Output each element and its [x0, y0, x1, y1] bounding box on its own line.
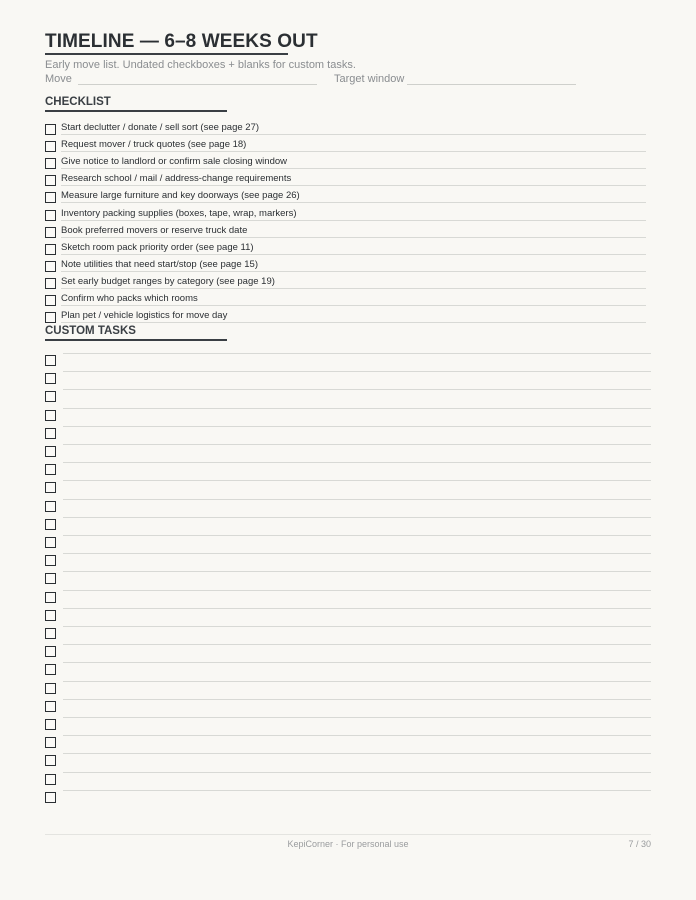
checkbox[interactable] [45, 519, 56, 530]
custom-task-line[interactable] [63, 535, 651, 536]
checklist-item-label: Research school / mail / address-change requirements [61, 173, 295, 184]
checkbox[interactable] [45, 701, 56, 712]
custom-task-line[interactable] [63, 662, 651, 663]
checkbox[interactable] [45, 537, 56, 548]
checkbox[interactable] [45, 295, 56, 306]
custom-task-line[interactable] [63, 699, 651, 700]
checkbox[interactable] [45, 592, 56, 603]
checkbox[interactable] [45, 124, 56, 135]
page-subtitle: Early move list. Undated checkboxes + blanks for custom tasks. [45, 59, 356, 71]
write-in-line [61, 151, 646, 152]
checklist-item [45, 276, 646, 293]
custom-tasks-heading-underline [45, 339, 227, 341]
custom-task-line[interactable] [63, 717, 651, 718]
checkbox[interactable] [45, 573, 56, 584]
checkbox[interactable] [45, 774, 56, 785]
custom-task-line[interactable] [63, 626, 651, 627]
checklist-item-label: Set early budget ranges by category (see page 19) [61, 276, 279, 287]
checklist-item [45, 156, 646, 173]
checklist-item-label: Note utilities that need start/stop (see page 15) [61, 259, 262, 270]
custom-task-line[interactable] [63, 553, 651, 554]
custom-task-line[interactable] [63, 753, 651, 754]
custom-task-line[interactable] [63, 590, 651, 591]
move-label: Move [45, 73, 72, 85]
checklist-heading-underline [45, 110, 227, 112]
checkbox[interactable] [45, 610, 56, 621]
checklist-item [45, 122, 646, 139]
checklist-item-label: Request mover / truck quotes (see page 18) [61, 139, 250, 150]
checkbox[interactable] [45, 391, 56, 402]
write-in-line [61, 254, 646, 255]
checkbox[interactable] [45, 792, 56, 803]
checkbox[interactable] [45, 373, 56, 384]
checkbox[interactable] [45, 175, 56, 186]
title-underline [45, 53, 288, 55]
checkbox[interactable] [45, 737, 56, 748]
checklist-item [45, 242, 646, 259]
write-in-line [61, 288, 646, 289]
custom-task-line[interactable] [63, 353, 651, 354]
checkbox[interactable] [45, 501, 56, 512]
checkbox[interactable] [45, 312, 56, 323]
checkbox[interactable] [45, 482, 56, 493]
checklist-item-label: Sketch room pack priority order (see page 11) [61, 242, 258, 253]
footer-brand: KepiCorner · For personal use [287, 839, 409, 849]
custom-task-line[interactable] [63, 462, 651, 463]
checklist-item-label: Book preferred movers or reserve truck date [61, 225, 251, 236]
checkbox[interactable] [45, 464, 56, 475]
checkbox[interactable] [45, 719, 56, 730]
checklist-item-label: Measure large furniture and key doorways (see page 26) [61, 190, 304, 201]
custom-task-line[interactable] [63, 408, 651, 409]
page-title: TIMELINE — 6–8 WEEKS OUT [45, 31, 318, 52]
checkbox[interactable] [45, 755, 56, 766]
write-in-line [61, 322, 646, 323]
write-in-line [61, 271, 646, 272]
checkbox[interactable] [45, 646, 56, 657]
custom-task-line[interactable] [63, 608, 651, 609]
checklist-item-label: Plan pet / vehicle logistics for move day [61, 310, 231, 321]
checkbox[interactable] [45, 664, 56, 675]
checklist-item [45, 225, 646, 242]
checklist-item [45, 190, 646, 207]
custom-task-line[interactable] [63, 389, 651, 390]
footer-divider [45, 834, 651, 835]
custom-task-line[interactable] [63, 644, 651, 645]
checkbox[interactable] [45, 158, 56, 169]
custom-task-line[interactable] [63, 571, 651, 572]
checkbox[interactable] [45, 227, 56, 238]
checkbox[interactable] [45, 628, 56, 639]
custom-task-line[interactable] [63, 426, 651, 427]
page-number: 7 / 30 [628, 839, 651, 849]
checkbox[interactable] [45, 278, 56, 289]
target-window-label: Target window [334, 73, 405, 85]
checklist-heading: CHECKLIST [45, 96, 111, 108]
checkbox[interactable] [45, 210, 56, 221]
custom-task-line[interactable] [63, 681, 651, 682]
write-in-line [61, 134, 646, 135]
checkbox[interactable] [45, 141, 56, 152]
checklist-item-label: Give notice to landlord or confirm sale closing window [61, 156, 291, 167]
custom-task-line[interactable] [63, 480, 651, 481]
custom-task-line[interactable] [63, 735, 651, 736]
checkbox[interactable] [45, 244, 56, 255]
checklist-item-label: Inventory packing supplies (boxes, tape, wrap, markers) [61, 208, 301, 219]
checklist-item [45, 173, 646, 190]
checklist-item [45, 139, 646, 156]
move-field[interactable] [78, 84, 317, 85]
checklist-item-label: Confirm who packs which rooms [61, 293, 202, 304]
checklist-item [45, 293, 646, 310]
checklist-item [45, 208, 646, 225]
write-in-line [61, 168, 646, 169]
custom-task-row [45, 792, 651, 810]
checkbox[interactable] [45, 192, 56, 203]
custom-task-line[interactable] [63, 772, 651, 773]
write-in-line [61, 185, 646, 186]
checkbox[interactable] [45, 446, 56, 457]
write-in-line [61, 202, 646, 203]
write-in-line [61, 237, 646, 238]
target-window-field[interactable] [407, 84, 576, 85]
custom-tasks-heading: CUSTOM TASKS [45, 325, 136, 337]
checkbox[interactable] [45, 555, 56, 566]
custom-task-line[interactable] [63, 499, 651, 500]
checkbox[interactable] [45, 428, 56, 439]
write-in-line [61, 220, 646, 221]
checkbox[interactable] [45, 355, 56, 366]
write-in-line [61, 305, 646, 306]
custom-task-line[interactable] [63, 371, 651, 372]
custom-task-line[interactable] [63, 517, 651, 518]
custom-task-line[interactable] [63, 444, 651, 445]
checkbox[interactable] [45, 261, 56, 272]
checkbox[interactable] [45, 683, 56, 694]
checklist-item-label: Start declutter / donate / sell sort (see page 27) [61, 122, 263, 133]
checkbox[interactable] [45, 410, 56, 421]
custom-task-line[interactable] [63, 790, 651, 791]
checklist-item [45, 259, 646, 276]
